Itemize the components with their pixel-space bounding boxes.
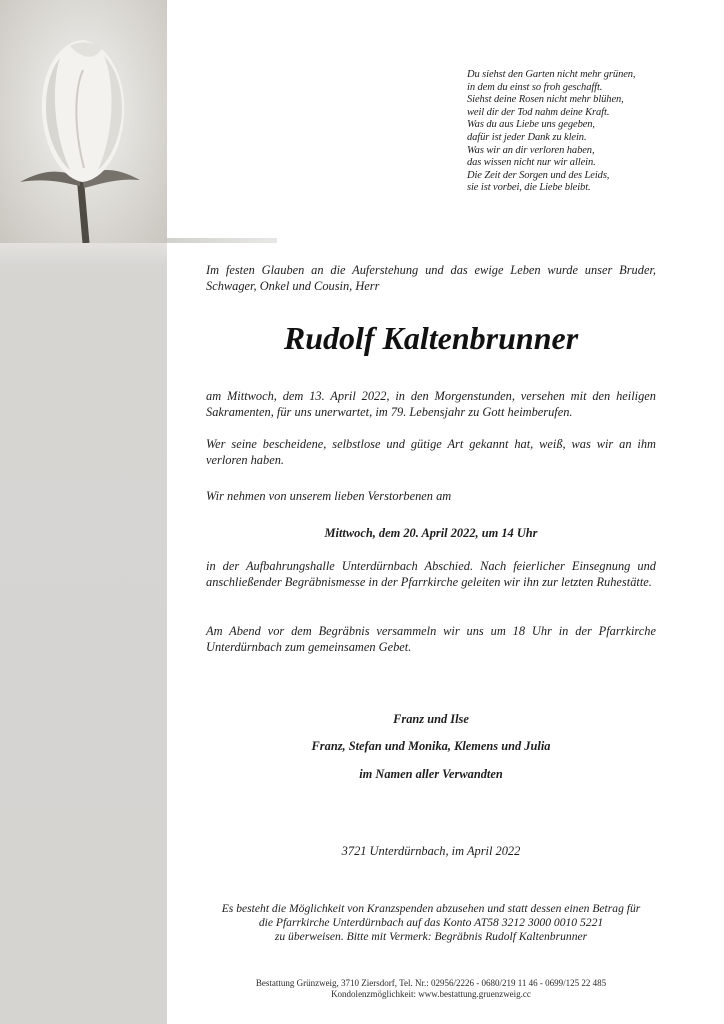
poem-line: weil dir der Tod nahm deine Kraft. (467, 106, 610, 118)
poem-line: Siehst deine Rosen nicht mehr blühen, (467, 94, 624, 106)
poem-line: dafür ist jeder Dank zu klein. (467, 131, 587, 143)
evening-prayer: Am Abend vor dem Begräbnis versammeln wir uns um 18 Uhr in der Pfarrkirche Unterdürnbach zum gemeinsamen Gebet. (206, 624, 656, 654)
poem (467, 69, 697, 195)
mourners-line-3: im Namen aller Verwandten (359, 767, 503, 781)
footer-line-contact: Bestattung Grünzweig, 3710 Ziersdorf, Tel. Nr.: 02956/2226 - 0680/219 11 46 - 0699/125 22 485 (255, 978, 607, 988)
death-announcement: am Mittwoch, dem 13. April 2022, in den Morgenstunden, versehen mit den heiligen Sakramenten, für uns unerwartet, im 79. Lebensjahr zu Gott heimberufen. (206, 389, 656, 419)
rose-icon (0, 0, 167, 243)
farewell-intro: Wir nehmen von unserem lieben Verstorbenen am (206, 489, 452, 503)
poem-line: das wissen nicht nur wir allein. (467, 157, 596, 169)
intro-text: Im festen Glauben an die Auferstehung und das ewige Leben wurde unser Bruder, Schwager, Onkel und Cousin, Herr (206, 263, 656, 293)
poem-line: Die Zeit der Sorgen und des Leids, (467, 169, 610, 181)
funeral-details: in der Aufbahrungshalle Unterdürnbach Abschied. Nach feierlicher Einsegnung und anschließender Begräbnismesse in der Pfarrkirche geleiten wir ihn zur letzten Ruhestätte. (206, 559, 656, 589)
poem-line: Du siehst den Garten nicht mehr grünen, (467, 69, 636, 80)
white-rose-image (0, 0, 167, 243)
donation-line: zu überweisen. Bitte mit Vermerk: Begräbnis Rudolf Kaltenbrunner (274, 930, 588, 943)
place-date: 3721 Unterdürnbach, im April 2022 (341, 844, 521, 858)
poem-line: sie ist vorbei, die Liebe bleibt. (467, 182, 591, 194)
deceased-name: Rudolf Kaltenbrunner (283, 320, 579, 356)
tribute-text: Wer seine bescheidene, selbstlose und gütige Art gekannt hat, weiß, was wir an ihm verloren haben. (206, 437, 656, 467)
mourners-line-1: Franz und Ilse (393, 712, 469, 726)
mourners-line-2: Franz, Stefan und Monika, Klemens und Julia (311, 739, 551, 753)
funeral-date: Mittwoch, dem 20. April 2022, um 14 Uhr (324, 526, 538, 540)
footer-line-condolence: Kondolenzmöglichkeit: www.bestattung.gruenzweig.cc (331, 989, 531, 999)
funeral-home-contact (206, 978, 656, 1000)
donation-line: die Pfarrkirche Unterdürnbach auf das Konto AT58 3212 3000 0010 5221 (258, 916, 604, 929)
poem-line: in dem du einst so froh geschafft. (467, 81, 603, 93)
poem-line: Was wir an dir verloren haben, (467, 144, 595, 156)
donation-note (206, 902, 656, 944)
poem-line: Was du aus Liebe uns gegeben, (467, 119, 595, 131)
donation-line: Es besteht die Möglichkeit von Kranzspenden abzusehen und statt dessen einen Betrag für (221, 902, 641, 915)
decorative-divider (167, 238, 277, 243)
